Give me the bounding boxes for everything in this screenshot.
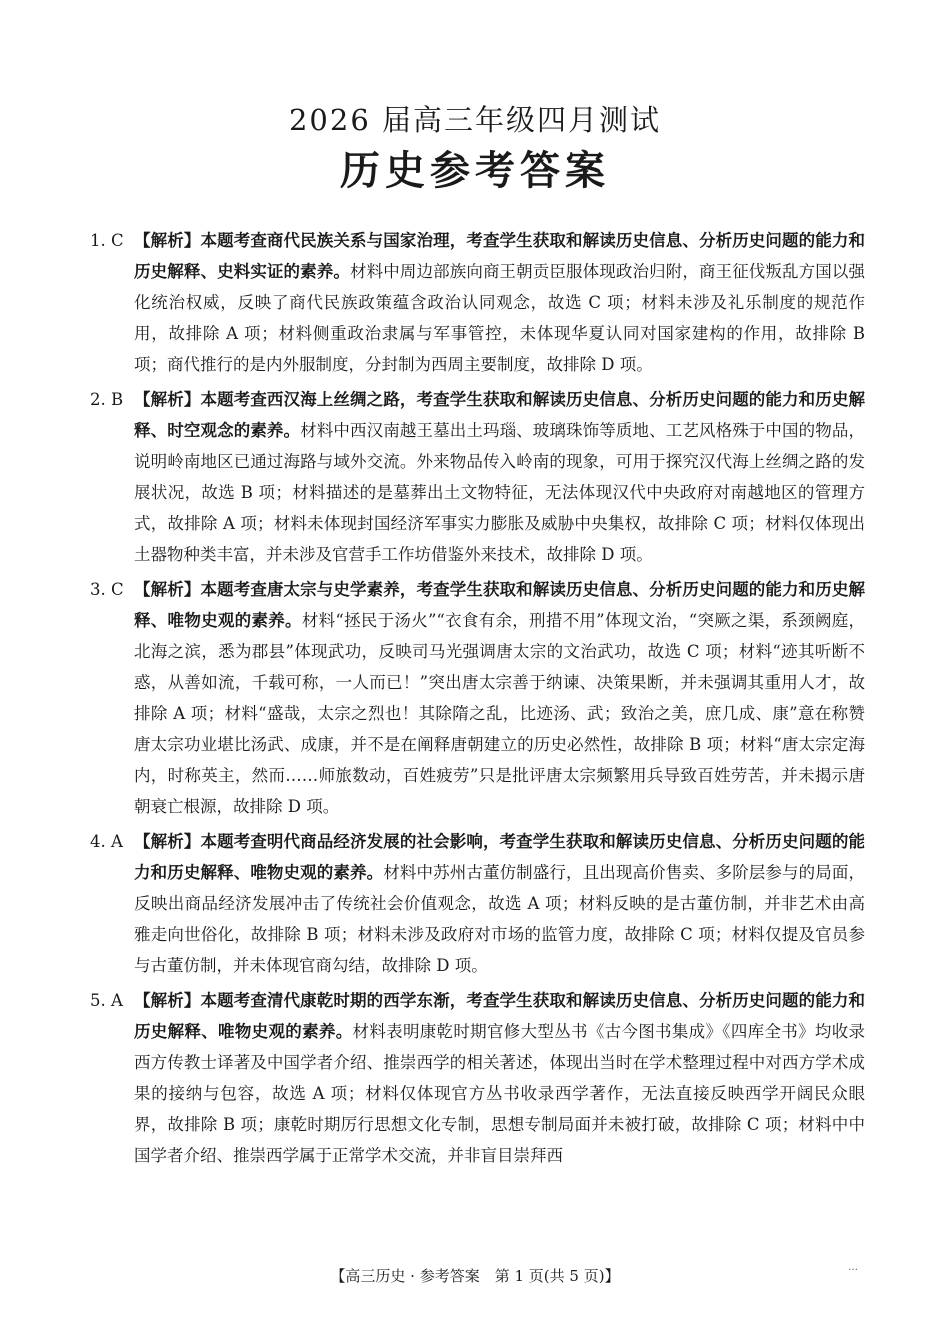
analysis-objective: 本题考查明代商品经济发展的社会影响，考查学生获取和解读历史信息、分析历史问题的能力和历史解释、唯物史观的素养。 <box>134 832 866 882</box>
analysis-tag: 【解析】 <box>134 390 201 409</box>
exam-title: 2026 届高三年级四月测试 <box>288 103 662 137</box>
analysis-objective: 本题考查清代康乾时期的西学东渐，考查学生获取和解读历史信息、分析历史问题的能力和历史解释、唯物史观的素养。 <box>134 991 866 1041</box>
answer-number: 4. A <box>90 832 123 851</box>
answer-item-1 <box>90 225 865 380</box>
document-title: 历史参考答案 <box>340 147 610 194</box>
analysis-objective: 本题考查唐太宗与史学素养，考查学生获取和解读历史信息、分析历史问题的能力和历史解释、唯物史观的素养。 <box>134 580 866 630</box>
answer-item-5 <box>90 985 865 1171</box>
answer-number: 2. B <box>90 390 124 409</box>
answer-number: 5. A <box>90 991 123 1010</box>
analysis-objective: 本题考查商代民族关系与国家治理，考查学生获取和解读历史信息、分析历史问题的能力和历史解释、史料实证的素养。 <box>134 231 866 281</box>
answer-item-3 <box>90 574 865 822</box>
analysis-tag: 【解析】 <box>134 832 201 851</box>
analysis-tag: 【解析】 <box>134 991 201 1010</box>
answer-number: 1. C <box>90 231 124 250</box>
answer-list <box>90 225 865 1175</box>
analysis-text: 材料表明康乾时期官修大型丛书《古今图书集成》《四库全书》均收录西方传教士译著及中国学者介绍、推崇西学的相关著述，体现出当时在学术整理过程中对西方学术成果的接纳与包容，故选 A 项；材料仅体现官方丛书收录西学著作，无法直接反映西学开阔民众眼界，故排除 B 项；康乾时期厉行思想文化专制，思想专制局面并未被打破，故排除 C 项；材料中中国学者介绍、推崇西学属于正常学术交流，并非盲目崇拜西 <box>134 1022 866 1165</box>
analysis-text: 材料中苏州古董仿制盛行，且出现高价售卖、多阶层参与的局面，反映出商品经济发展冲击了传统社会价值观念，故选 A 项；材料反映的是古董仿制，并非艺术由高雅走向世俗化，故排除 B 项；材料未涉及政府对市场的监管力度，故排除 C 项；材料仅提及官员参与古董仿制，并未体现官商勾结，故排除 D 项。 <box>134 863 866 975</box>
analysis-tag: 【解析】 <box>134 580 201 599</box>
page-footer: 【高三历史 · 参考答案 第 1 页(共 5 页)】 <box>330 1267 620 1285</box>
answer-item-2 <box>90 384 865 570</box>
corner-mark: … <box>848 1262 858 1273</box>
answer-body <box>134 384 865 570</box>
analysis-text: 材料中西汉南越王墓出土玛瑙、玻璃珠饰等质地、工艺风格殊于中国的物品，说明岭南地区已通过海路与域外交流。外来物品传入岭南的现象，可用于探究汉代海上丝绸之路的发展状况，故选 B 项；材料描述的是墓葬出土文物特征，无法体现汉代中央政府对南越地区的管理方式，故排除 A 项；材料未体现封国经济军事实力膨胀及威胁中央集权，故排除 C 项；材料仅体现出土器物种类丰富，并未涉及官营手工作坊借鉴外来技术，故排除 D 项。 <box>134 421 866 564</box>
analysis-text: 材料“拯民于汤火”“衣食有余，刑措不用”体现文治，“突厥之渠，系颈阙庭，北海之滨，悉为郡县”体现武功，反映司马光强调唐太宗的文治武功，故选 C 项；材料“迹其听断不惑，从善如流，千载可称，一人而已！”突出唐太宗善于纳谏、决策果断，并未强调其重用人才，故排除 A 项；材料“盛哉，太宗之烈也！其除隋之乱，比迹汤、武；致治之美，庶几成、康”意在称赞唐太宗功业堪比汤武、成康，并不是在阐释唐朝建立的历史必然性，故排除 B 项；材料“唐太宗定海内，时称英主，然而……师旅数动，百姓疲劳”只是批评唐太宗频繁用兵导致百姓劳苦，并未揭示唐朝衰亡根源，故排除 D 项。 <box>134 611 866 816</box>
answer-body <box>134 225 865 380</box>
answer-body <box>134 985 865 1171</box>
answer-item-4 <box>90 826 865 981</box>
analysis-text: 材料中周边部族向商王朝贡臣服体现政治归附，商王征伐叛乱方国以强化统治权威，反映了商代民族政策蕴含政治认同观念，故选 C 项；材料未涉及礼乐制度的规范作用，故排除 A 项；材料侧重政治隶属与军事管控，未体现华夏认同对国家建构的作用，故排除 B 项；商代推行的是内外服制度，分封制为西周主要制度，故排除 D 项。 <box>134 262 866 374</box>
analysis-objective: 本题考查西汉海上丝绸之路，考查学生获取和解读历史信息、分析历史问题的能力和历史解释、时空观念的素养。 <box>134 390 866 440</box>
answer-body <box>134 574 865 822</box>
answer-number: 3. C <box>90 580 124 599</box>
answer-body <box>134 826 865 981</box>
analysis-tag: 【解析】 <box>134 231 201 250</box>
